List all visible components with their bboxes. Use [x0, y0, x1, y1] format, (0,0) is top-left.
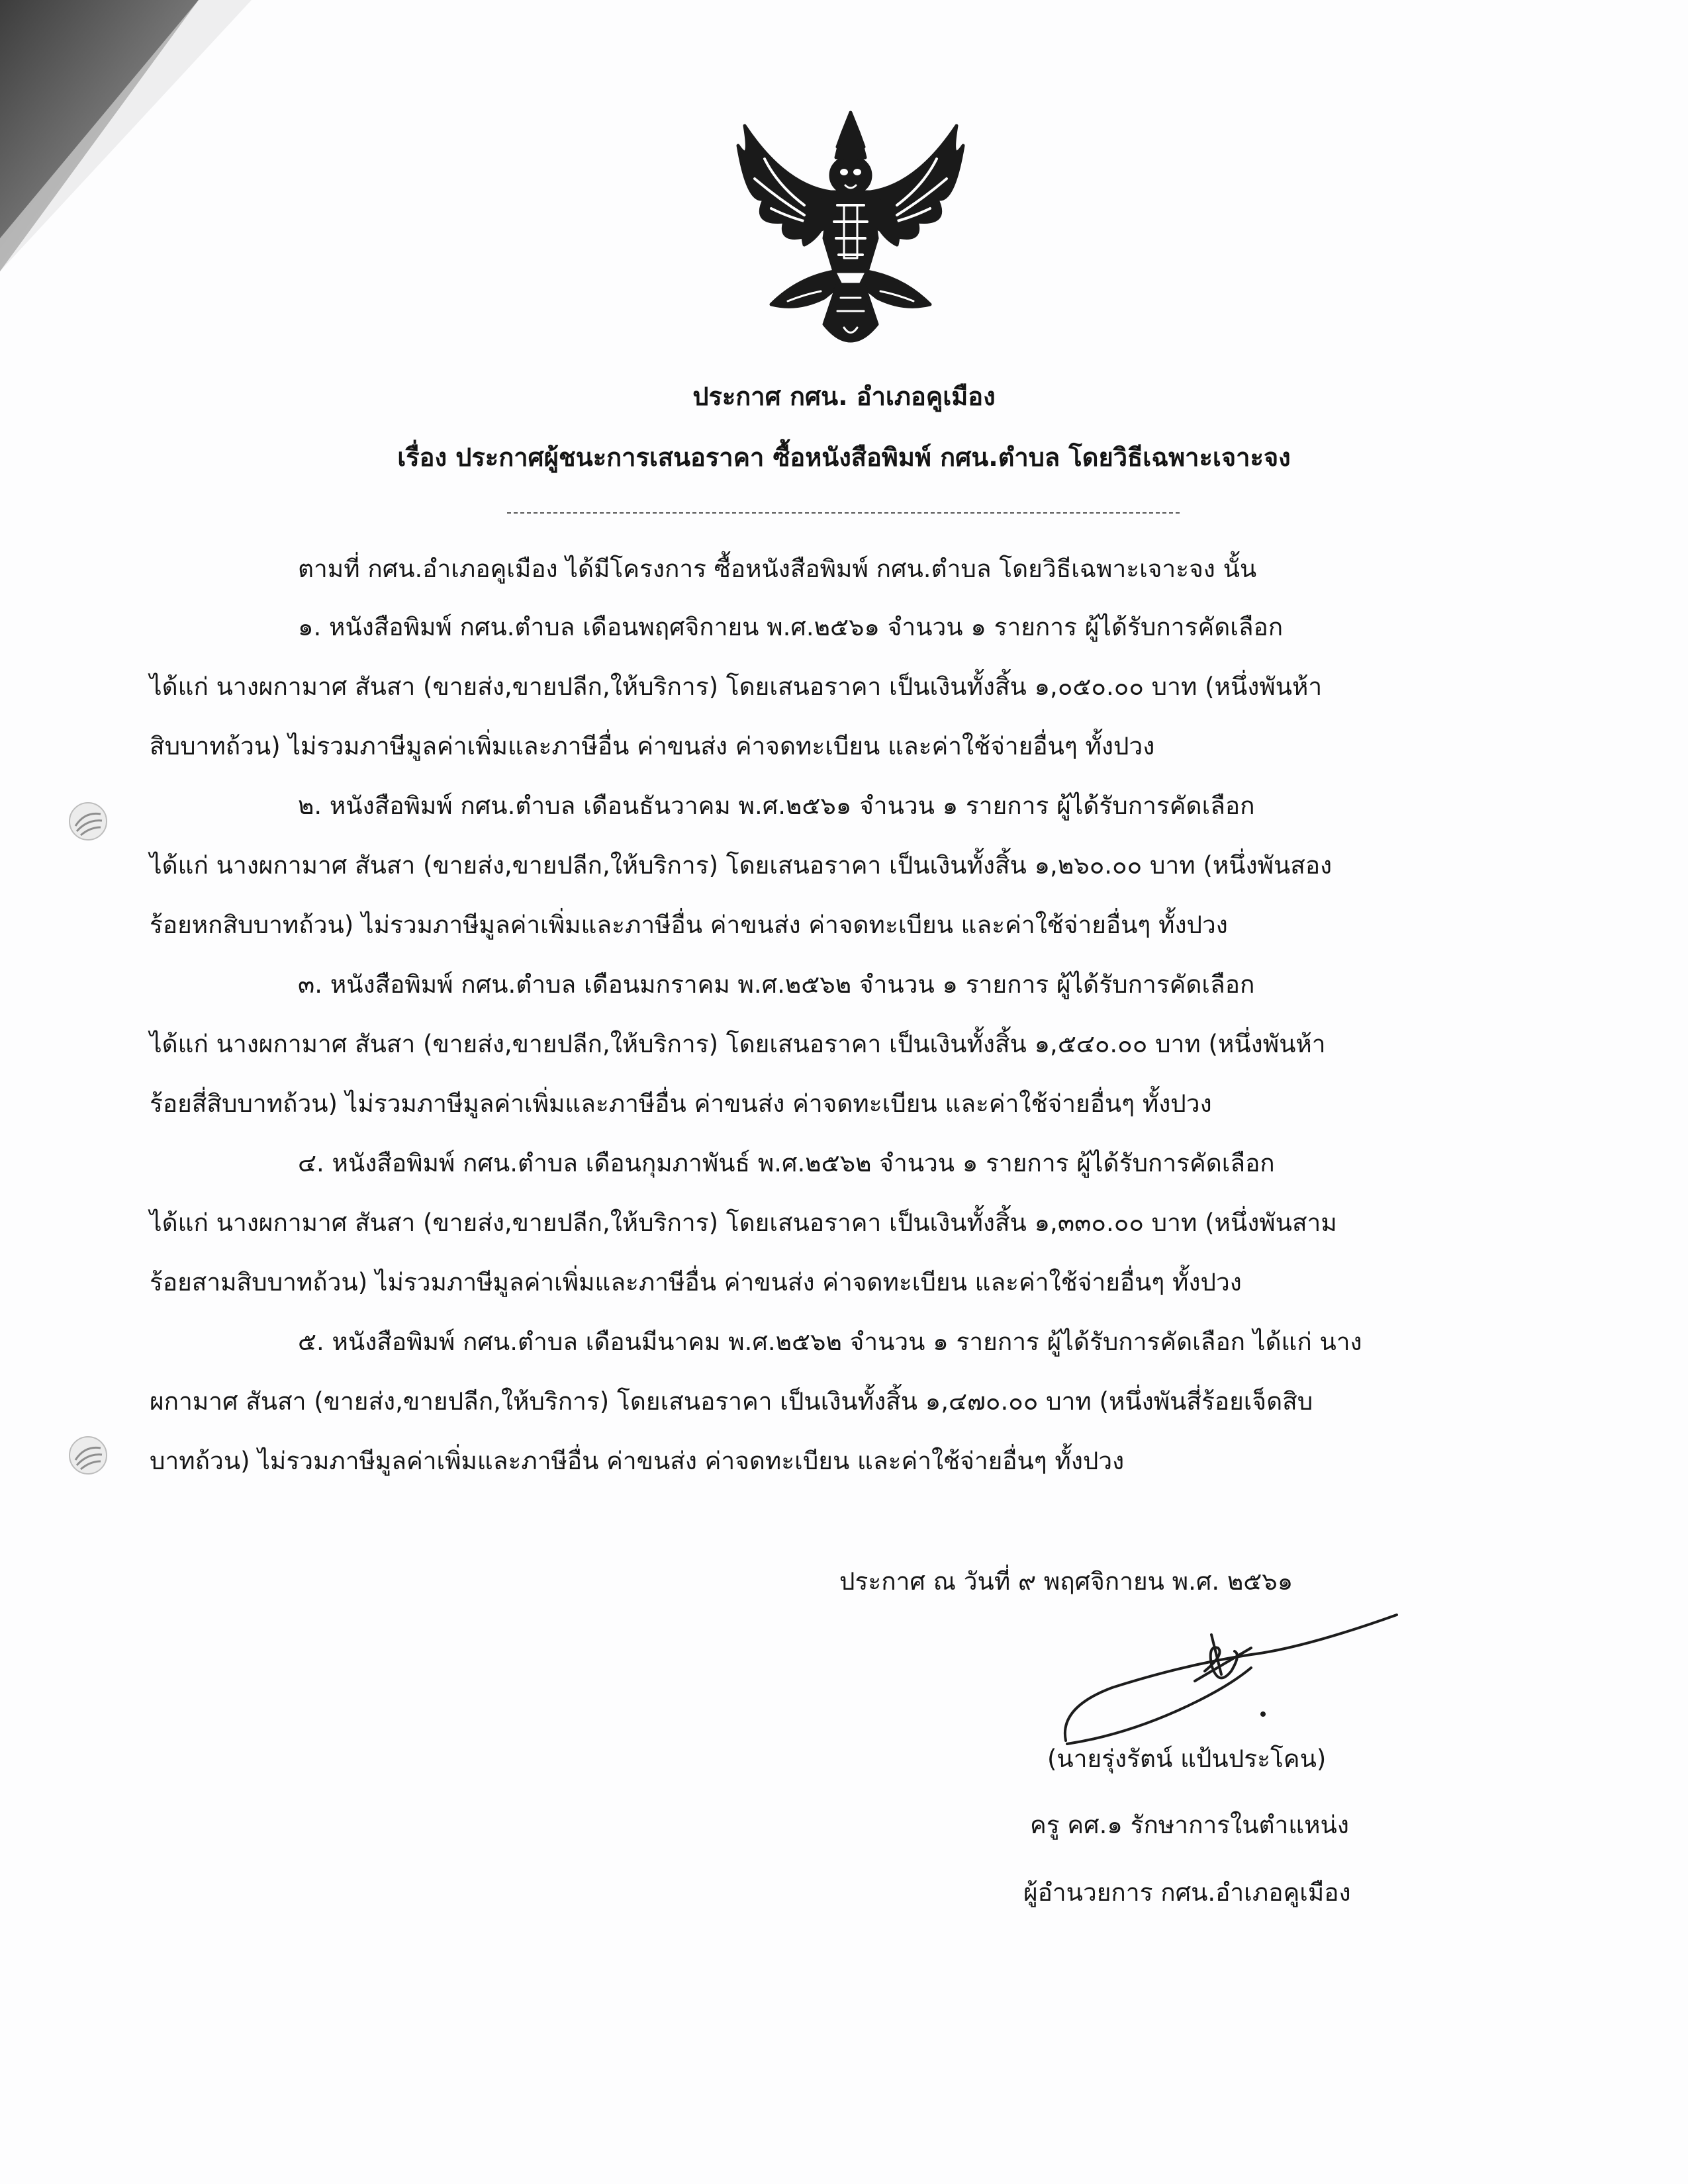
item-line: ร้อยสามสิบบาทถ้วน) ไม่รวมภาษีมูลค่าเพิ่มและภาษีอื่น ค่าขนส่ง ค่าจดทะเบียน และค่าใช้จ่ายอื่นๆ ทั้งปวง	[150, 1268, 1242, 1297]
item-line: ได้แก่ นางผกามาศ สันสา (ขายส่ง,ขายปลีก,ให้บริการ) โดยเสนอราคา เป็นเงินทั้งสิ้น ๑,๐๕๐.๐๐ บาท (หนึ่งพันห้า	[150, 672, 1323, 701]
item-line: ร้อยสี่สิบบาทถ้วน) ไม่รวมภาษีมูลค่าเพิ่มและภาษีอื่น ค่าขนส่ง ค่าจดทะเบียน และค่าใช้จ่ายอื่นๆ ทั้งปวง	[150, 1089, 1212, 1118]
punch-hole-icon	[66, 1433, 110, 1477]
item-line: บาทถ้วน) ไม่รวมภาษีมูลค่าเพิ่มและภาษีอื่น ค่าขนส่ง ค่าจดทะเบียน และค่าใช้จ่ายอื่นๆ ทั้งปวง	[150, 1447, 1125, 1475]
signer-title: ผู้อำนวยการ กศน.อำเภอคูเมือง	[1023, 1878, 1351, 1907]
item-line: ผกามาศ สันสา (ขายส่ง,ขายปลีก,ให้บริการ) โดยเสนอราคา เป็นเงินทั้งสิ้น ๑,๔๗๐.๐๐ บาท (หนึ่งพันสี่ร้อยเจ็ดสิบ	[150, 1387, 1313, 1416]
intro-paragraph: ตามที่ กศน.อำเภอคูเมือง ได้มีโครงการ ซื้อหนังสือพิมพ์ กศน.ตำบล โดยวิธีเฉพาะเจาะจง นั้น	[298, 555, 1257, 583]
signer-name: (นายรุ่งรัตน์ แป้นประโคน)	[1047, 1745, 1327, 1773]
item-line: ได้แก่ นางผกามาศ สันสา (ขายส่ง,ขายปลีก,ให้บริการ) โดยเสนอราคา เป็นเงินทั้งสิ้น ๑,๓๓๐.๐๐ บาท (หนึ่งพันสาม	[150, 1208, 1337, 1237]
signer-position: ครู คศ.๑ รักษาการในตำแหน่ง	[1030, 1811, 1349, 1839]
page-title: ประกาศ กศน. อำเภอคูเมือง	[692, 382, 996, 411]
item-line: ๑. หนังสือพิมพ์ กศน.ตำบล เดือนพฤศจิกายน พ.ศ.๒๕๖๑ จำนวน ๑ รายการ ผู้ได้รับการคัดเลือก	[298, 613, 1284, 641]
garuda-emblem-icon	[725, 106, 976, 364]
item-line: ๔. หนังสือพิมพ์ กศน.ตำบล เดือนกุมภาพันธ์ พ.ศ.๒๕๖๒ จำนวน ๑ รายการ ผู้ได้รับการคัดเลือก	[298, 1149, 1275, 1177]
title-divider	[507, 512, 1180, 514]
handwritten-signature	[1053, 1608, 1410, 1760]
announcement-date: ประกาศ ณ วันที่ ๙ พฤศจิกายน พ.ศ. ๒๕๖๑	[839, 1567, 1293, 1596]
item-line: ๓. หนังสือพิมพ์ กศน.ตำบล เดือนมกราคม พ.ศ.๒๕๖๒ จำนวน ๑ รายการ ผู้ได้รับการคัดเลือก	[298, 970, 1255, 999]
item-line: ๒. หนังสือพิมพ์ กศน.ตำบล เดือนธันวาคม พ.ศ.๒๕๖๑ จำนวน ๑ รายการ ผู้ได้รับการคัดเลือก	[298, 792, 1255, 820]
item-line: ได้แก่ นางผกามาศ สันสา (ขายส่ง,ขายปลีก,ให้บริการ) โดยเสนอราคา เป็นเงินทั้งสิ้น ๑,๕๔๐.๐๐ บาท (หนึ่งพันห้า	[150, 1030, 1326, 1058]
item-line: สิบบาทถ้วน) ไม่รวมภาษีมูลค่าเพิ่มและภาษีอื่น ค่าขนส่ง ค่าจดทะเบียน และค่าใช้จ่ายอื่นๆ ทั้งปวง	[150, 732, 1155, 760]
item-line: ร้อยหกสิบบาทถ้วน) ไม่รวมภาษีมูลค่าเพิ่มและภาษีอื่น ค่าขนส่ง ค่าจดทะเบียน และค่าใช้จ่ายอื่นๆ ทั้งปวง	[150, 911, 1228, 939]
punch-hole-icon	[66, 799, 110, 843]
item-line: ๕. หนังสือพิมพ์ กศน.ตำบล เดือนมีนาคม พ.ศ.๒๕๖๒ จำนวน ๑ รายการ ผู้ได้รับการคัดเลือก ได้แก่ นาง	[298, 1328, 1362, 1356]
document-subject: เรื่อง ประกาศผู้ชนะการเสนอราคา ซื้อหนังสือพิมพ์ กศน.ตำบล โดยวิธีเฉพาะเจาะจง	[397, 443, 1291, 472]
item-line: ได้แก่ นางผกามาศ สันสา (ขายส่ง,ขายปลีก,ให้บริการ) โดยเสนอราคา เป็นเงินทั้งสิ้น ๑,๒๖๐.๐๐ บาท (หนึ่งพันสอง	[150, 851, 1333, 880]
corner-fold-shadow	[0, 0, 278, 278]
